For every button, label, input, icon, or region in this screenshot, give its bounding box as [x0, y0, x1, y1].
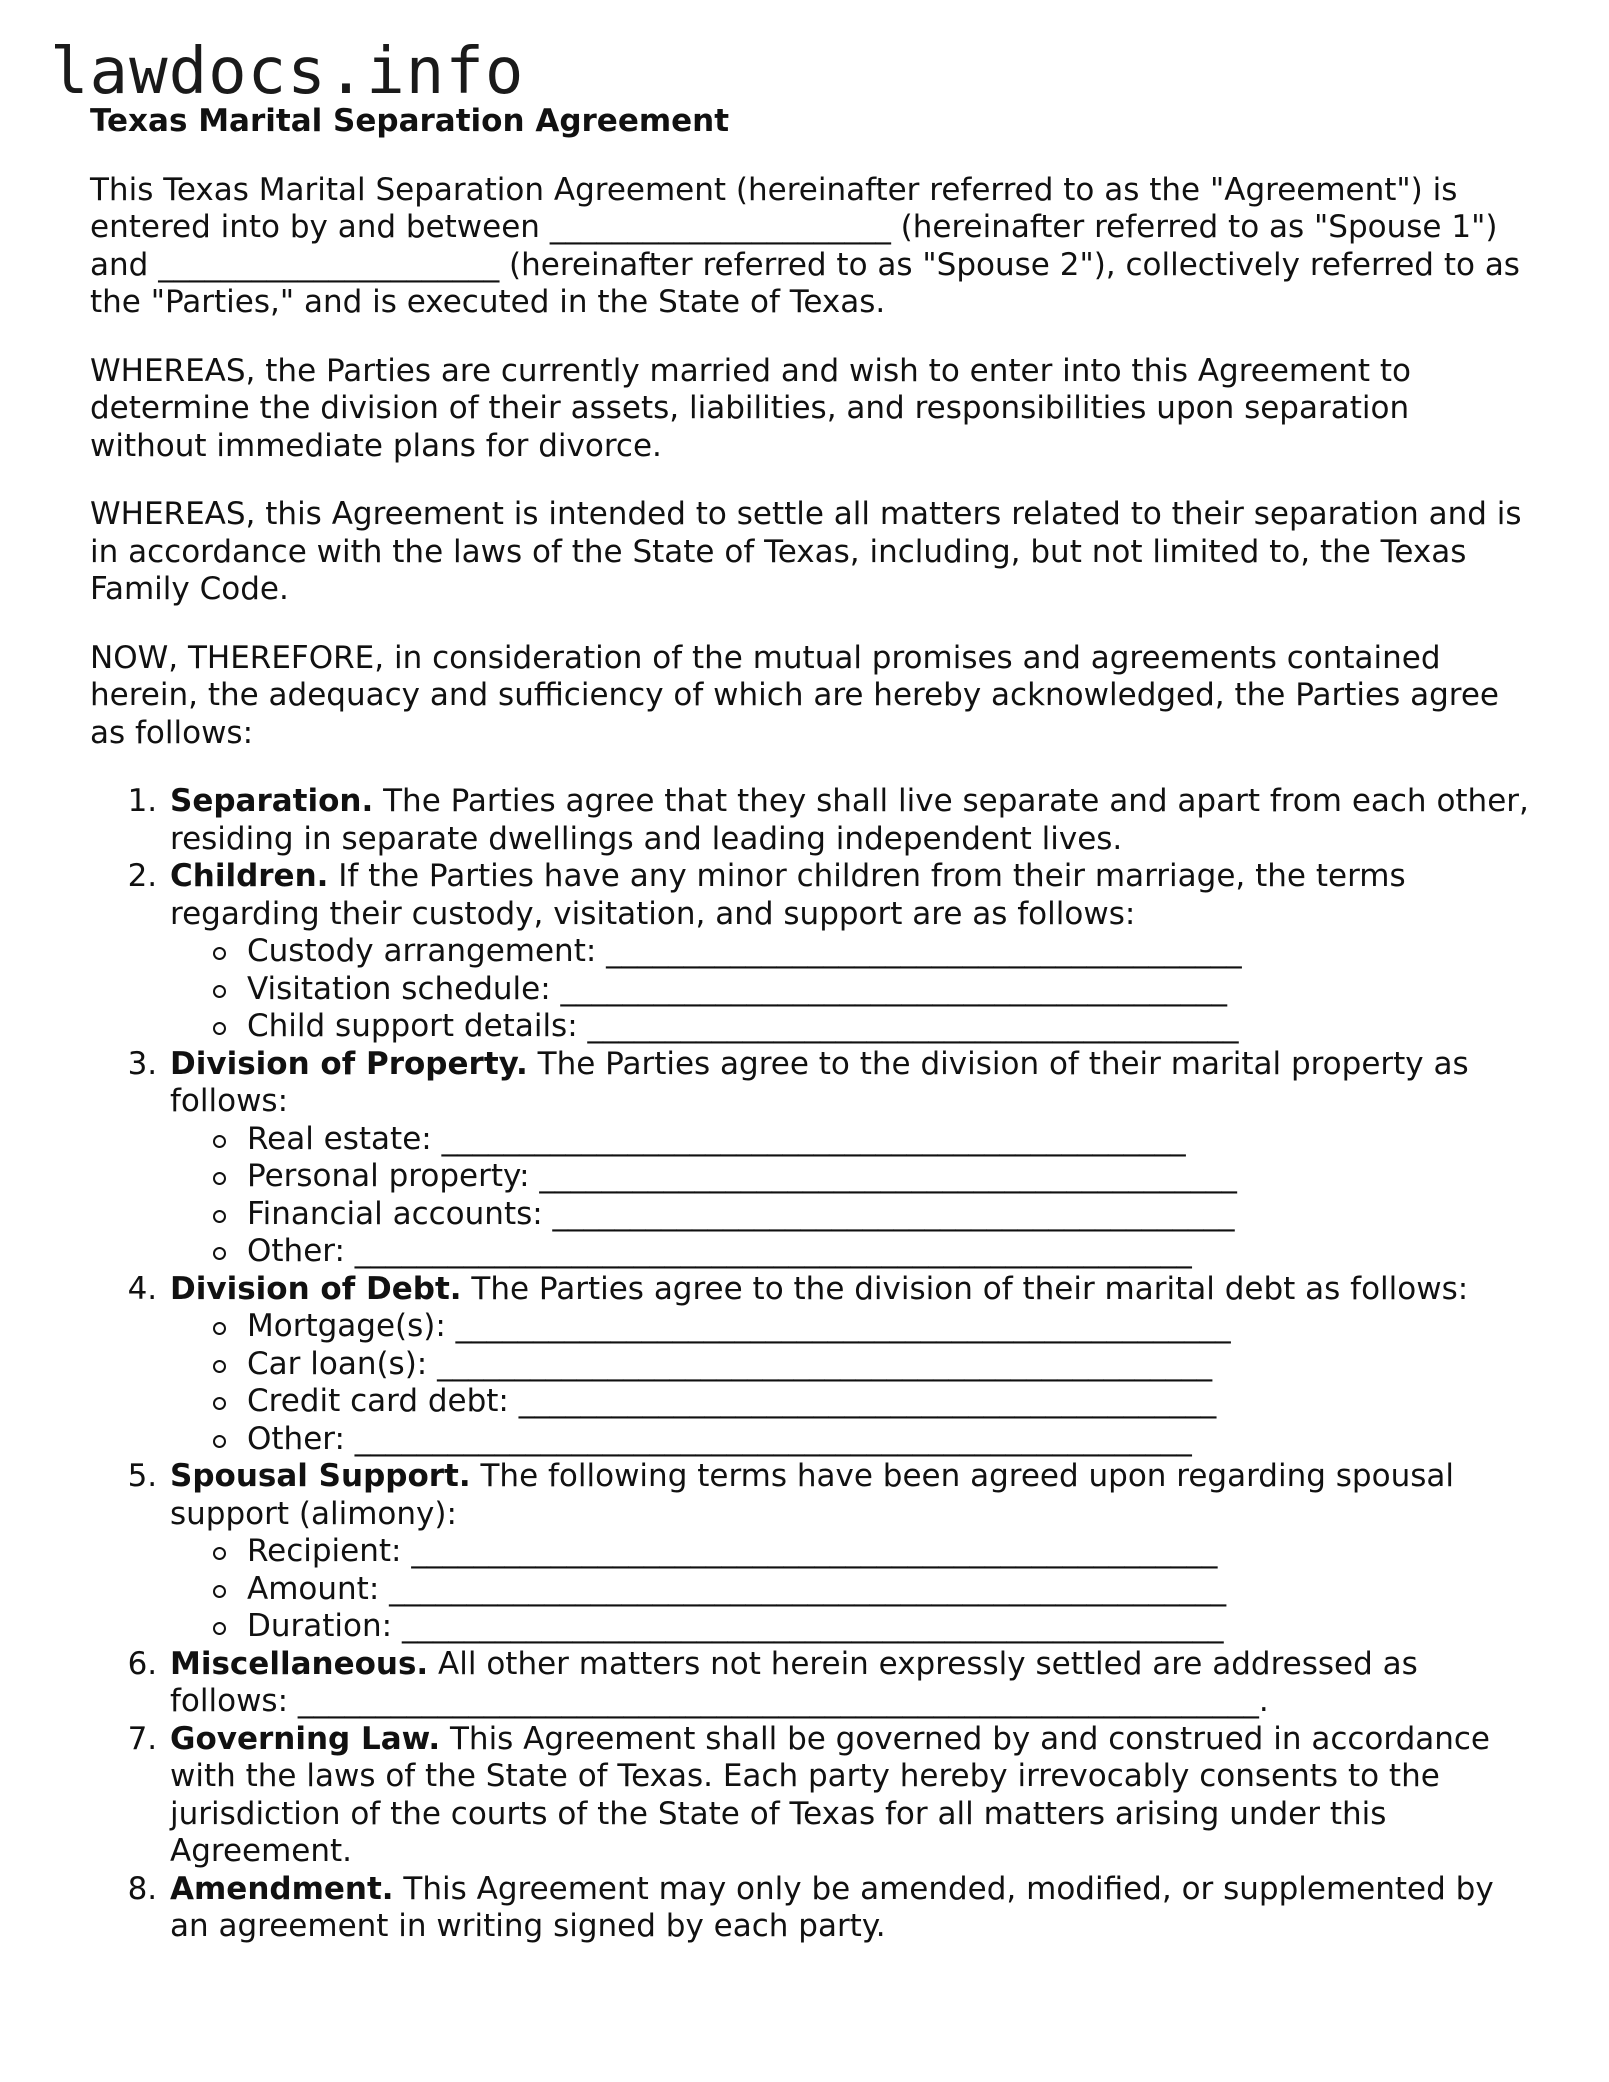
- section-title: Amendment.: [170, 1870, 394, 1907]
- whereas-paragraph-2: WHEREAS, this Agreement is intended to settle all matters related to their separation and is in accordance with the laws of the State of Texas, including, but not limited to, the Texas Family Code.: [90, 496, 1522, 607]
- section-governing-law: [167, 1721, 1530, 1871]
- field-custody-arrangement[interactable]: Custody arrangement: _________________________________________: [247, 933, 1530, 971]
- spousal-support-fields: [170, 1533, 1530, 1646]
- field-credit-card-debt[interactable]: Credit card debt: _____________________________________________: [247, 1383, 1530, 1421]
- section-division-of-property: [167, 1046, 1530, 1271]
- section-separation: [167, 783, 1530, 858]
- section-text: This Agreement may only be amended, modified, or supplemented by an agreement in writing signed by each party.: [170, 1870, 1494, 1944]
- section-amendment: [167, 1871, 1530, 1946]
- section-title: Children.: [170, 858, 329, 894]
- section-text: This Agreement shall be governed by and construed in accordance with the laws of the State of Texas. Each party hereby irrevocably consents to the jurisdiction of the courts of the State of Texas for all matters arising under this Agreement.: [170, 1720, 1491, 1869]
- intro-paragraph: [90, 172, 1530, 322]
- section-miscellaneous: [167, 1646, 1530, 1721]
- section-text[interactable]: All other matters not herein expressly settled are addressed as follows: ______________________________________________________________.: [170, 1645, 1418, 1719]
- field-property-other[interactable]: Other: ______________________________________________________: [247, 1233, 1530, 1271]
- children-fields: [170, 933, 1530, 1046]
- property-fields: [170, 1121, 1530, 1271]
- field-financial-accounts[interactable]: Financial accounts: ____________________________________________: [247, 1196, 1530, 1234]
- section-division-of-debt: [167, 1271, 1530, 1459]
- field-visitation-schedule[interactable]: Visitation schedule: ___________________________________________: [247, 971, 1530, 1009]
- section-title: Spousal Support.: [170, 1458, 471, 1494]
- section-text: The Parties agree that they shall live separate and apart from each other, residing in separate dwellings and leading independent lives.: [170, 783, 1529, 857]
- section-text: The Parties agree to the division of their marital property as follows:: [170, 1045, 1469, 1119]
- section-spousal-support: [167, 1458, 1530, 1646]
- whereas-paragraph-1: WHEREAS, the Parties are currently married and wish to enter into this Agreement to determine the division of their assets, liabilities, and responsibilities upon separation without immediate plans for divorce.: [90, 352, 1411, 464]
- document-body: [90, 103, 1530, 1946]
- field-duration[interactable]: Duration: _____________________________________________________: [247, 1608, 1530, 1646]
- intro-text-3: (hereinafter referred to as "Spouse 2"), collectively referred to as the "Parties," and is executed in the State of Texas.: [90, 246, 1520, 320]
- section-text: The following terms have been agreed upon regarding spousal support (alimony):: [170, 1458, 1454, 1532]
- field-child-support-details[interactable]: Child support details: __________________________________________: [247, 1008, 1530, 1046]
- intro-text-2: (hereinafter referred to as "Spouse 1") and: [90, 209, 1498, 283]
- document-title: Texas Marital Separation Agreement: [90, 103, 730, 139]
- watermark: lawdocs.info: [50, 35, 525, 109]
- section-title: Governing Law.: [170, 1720, 441, 1757]
- spouse-1-blank[interactable]: ______________________: [549, 209, 891, 245]
- field-recipient[interactable]: Recipient: ____________________________________________________: [247, 1533, 1530, 1571]
- field-amount[interactable]: Amount: ______________________________________________________: [247, 1571, 1530, 1609]
- sections-list: [90, 783, 1530, 1946]
- spouse-2-blank[interactable]: ______________________: [158, 246, 500, 283]
- intro-text-1: This Texas Marital Separation Agreement (hereinafter referred to as the "Agreement") is entered into by and between: [90, 171, 1458, 245]
- debt-fields: [170, 1308, 1530, 1458]
- field-car-loans[interactable]: Car loan(s): __________________________________________________: [247, 1346, 1530, 1384]
- section-text: If the Parties have any minor children from their marriage, the terms regarding their custody, visitation, and support are as follows:: [170, 858, 1406, 932]
- section-title: Miscellaneous.: [170, 1645, 429, 1682]
- field-real-estate[interactable]: Real estate: ________________________________________________: [247, 1121, 1530, 1159]
- field-mortgages[interactable]: Mortgage(s): __________________________________________________: [247, 1308, 1530, 1346]
- now-therefore-paragraph: NOW, THEREFORE, in consideration of the mutual promises and agreements contained herein, the adequacy and sufficiency of which are hereby acknowledged, the Parties agree as follows:: [90, 639, 1500, 751]
- section-text: The Parties agree to the division of their marital debt as follows:: [461, 1270, 1469, 1307]
- field-personal-property[interactable]: Personal property: _____________________________________________: [247, 1158, 1530, 1196]
- field-debt-other[interactable]: Other: ______________________________________________________: [247, 1421, 1530, 1459]
- section-title: Division of Debt.: [170, 1270, 462, 1307]
- section-children: [167, 858, 1530, 1046]
- section-title: Division of Property.: [170, 1045, 528, 1082]
- section-title: Separation.: [170, 783, 374, 819]
